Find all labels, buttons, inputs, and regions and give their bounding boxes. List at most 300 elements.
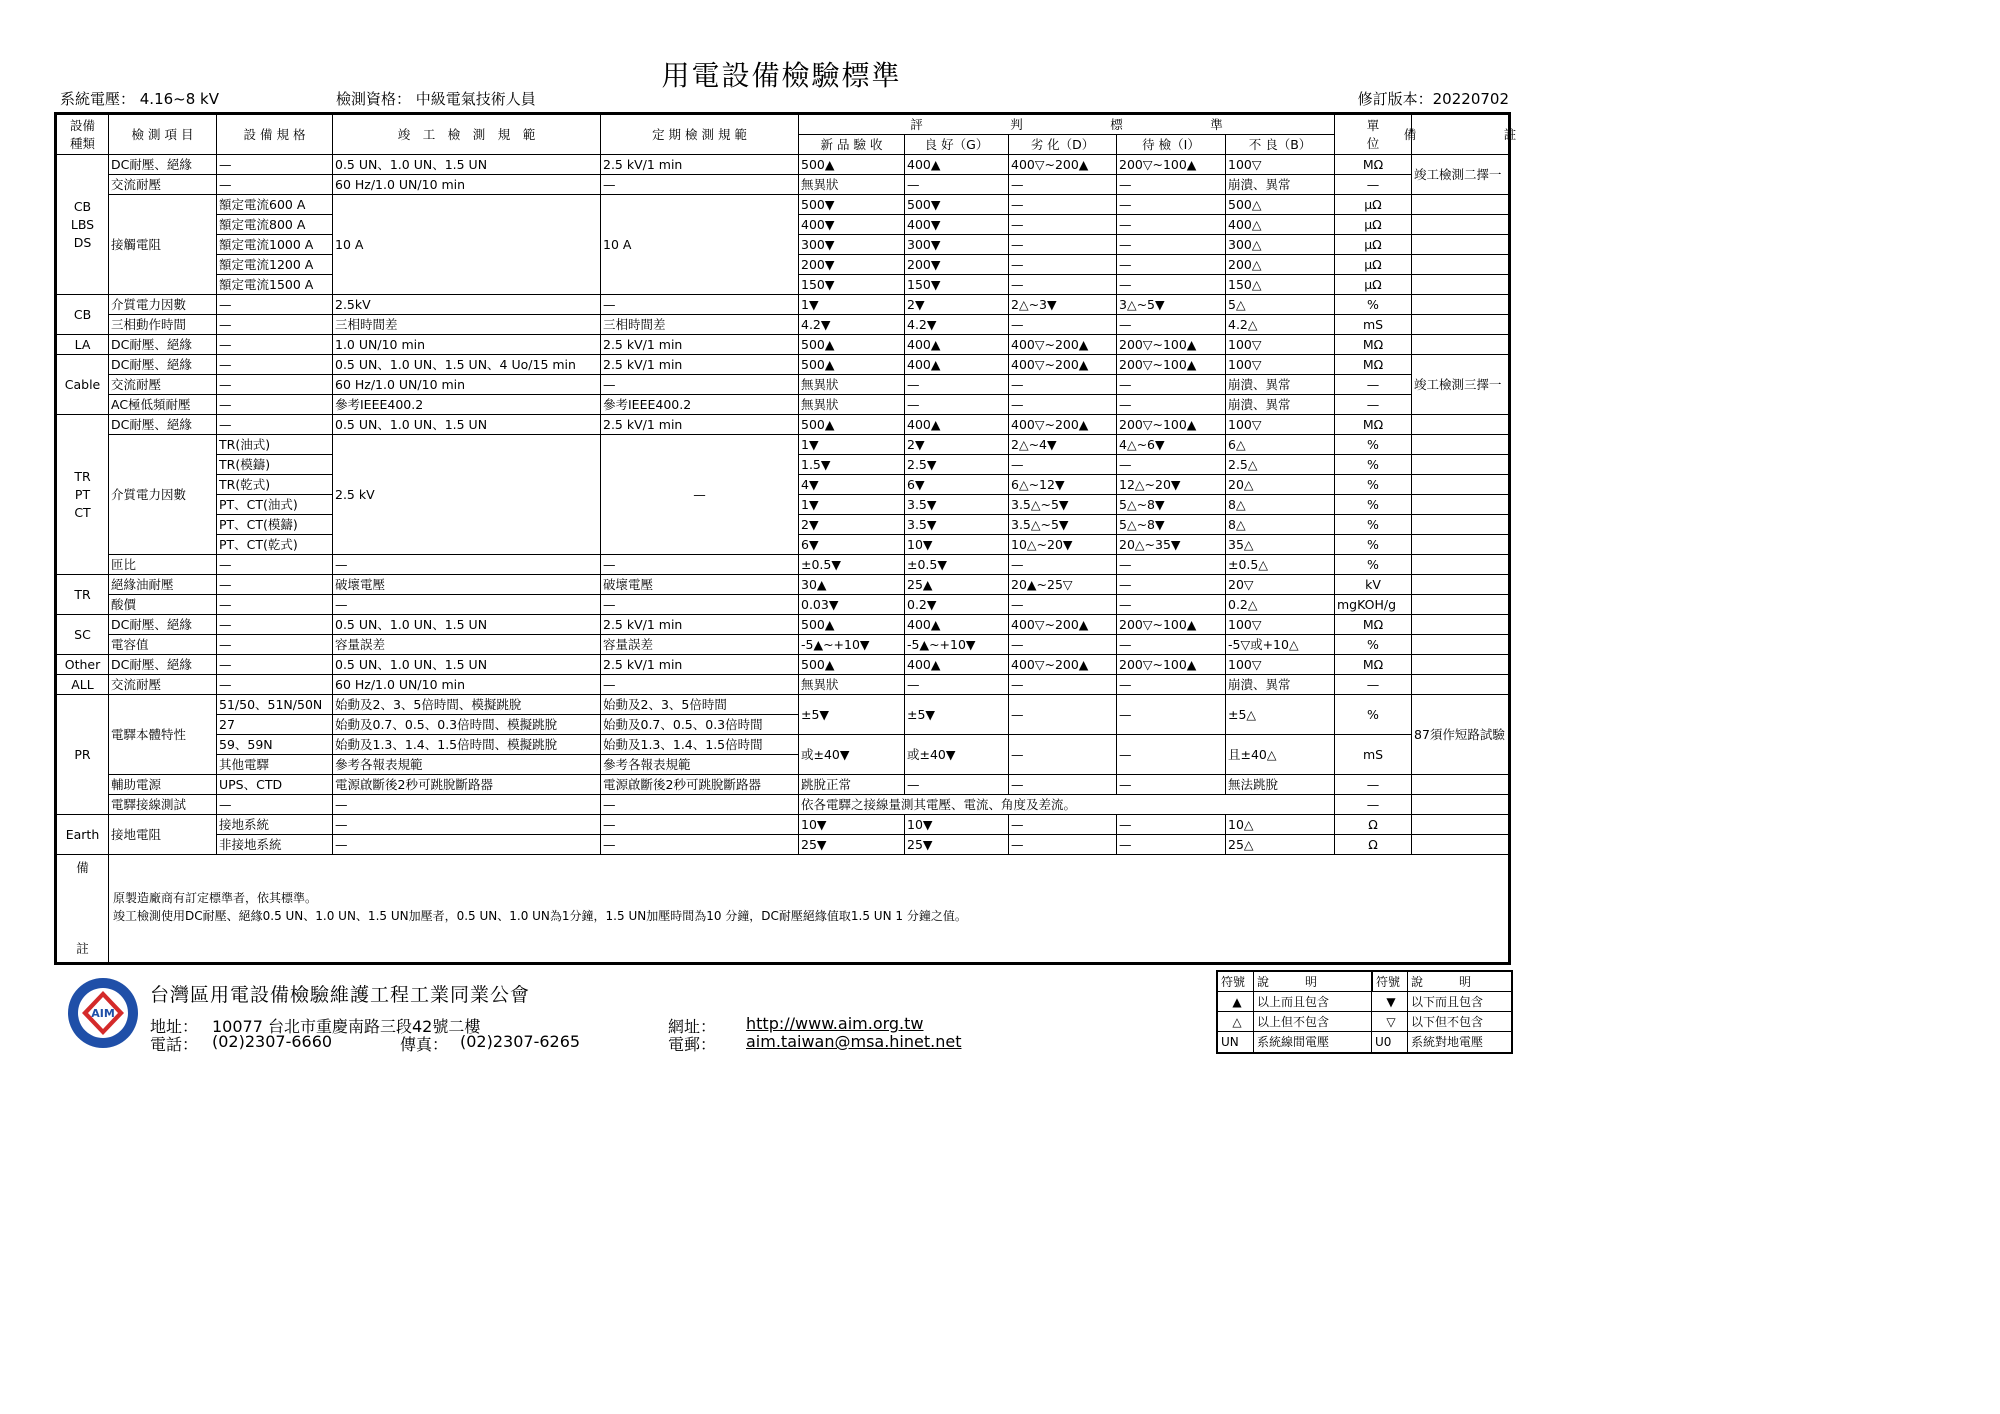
dash: — — [905, 395, 1009, 415]
unit: mgKOH/g — [1335, 595, 1412, 615]
pf-value: 12△~20▼ — [1117, 475, 1226, 495]
abnormal-value: 崩潰、異常 — [1226, 175, 1335, 195]
item-cap: 電容值 — [109, 635, 217, 655]
dc-value: 100▽ — [1226, 155, 1335, 175]
contact-value: 400△ — [1226, 215, 1335, 235]
dc-value: 400▲ — [905, 615, 1009, 635]
dc-value: 500▲ — [799, 415, 905, 435]
pf-value: 2▼ — [905, 435, 1009, 455]
dash: — — [601, 295, 799, 315]
item-dc: DC耐壓、絕緣 — [109, 355, 217, 375]
item-time: 三相動作時間 — [109, 315, 217, 335]
dash: — — [333, 555, 601, 575]
dash: — — [217, 155, 333, 175]
completion-spec: 電源啟斷後2秒可跳脫斷路器 — [333, 775, 601, 795]
normal-value: 無異狀 — [799, 675, 905, 695]
dash: — — [1117, 315, 1226, 335]
time-value: 4.2△ — [1226, 315, 1335, 335]
header-bad: 不 良（B） — [1226, 135, 1335, 155]
blank — [1412, 775, 1508, 795]
oil-value: 20▲~25▽ — [1009, 575, 1117, 595]
dash: — — [217, 555, 333, 575]
item-wiring: 電驛接線測試 — [109, 795, 217, 815]
unit: kV — [1335, 575, 1412, 595]
group-all: ALL — [57, 675, 109, 695]
dash: — — [1009, 255, 1117, 275]
dash: — — [1009, 395, 1117, 415]
blank — [1412, 195, 1508, 215]
dash: — — [217, 335, 333, 355]
contact-value: 500▼ — [905, 195, 1009, 215]
legend-down-icon: ▼ — [1372, 992, 1408, 1012]
group-tr: TR — [57, 575, 109, 615]
dash: — — [1009, 815, 1117, 835]
item-dc: DC耐壓、絕緣 — [109, 615, 217, 635]
completion-spec: 0.5 UN、1.0 UN、1.5 UN — [333, 155, 601, 175]
dash: — — [217, 175, 333, 195]
dash: — — [333, 595, 601, 615]
note: 竣工檢測二擇一 — [1412, 155, 1508, 195]
dc-value: 400▲ — [905, 155, 1009, 175]
pf-value: 2▼ — [905, 295, 1009, 315]
blank — [1412, 335, 1508, 355]
dash: — — [1009, 235, 1117, 255]
dash: — — [1009, 595, 1117, 615]
trip-value: 無法跳脫 — [1226, 775, 1335, 795]
periodic-spec: 2.5 kV/1 min — [601, 355, 799, 375]
dash: — — [1009, 835, 1117, 855]
dash: — — [601, 175, 799, 195]
unit: μΩ — [1335, 215, 1412, 235]
legend-down-text: 以下而且包含 — [1408, 992, 1511, 1012]
item-contact-resistance: 接觸電阻 — [109, 195, 217, 295]
dash: — — [905, 675, 1009, 695]
pf-value: 4▼ — [799, 475, 905, 495]
blank — [1412, 295, 1508, 315]
unit: MΩ — [1335, 355, 1412, 375]
unit: MΩ — [1335, 615, 1412, 635]
dc-value: 400▽~200▲ — [1009, 615, 1117, 635]
unit: % — [1335, 295, 1412, 315]
pf-value: 5△ — [1226, 295, 1335, 315]
dc-value: 500▲ — [799, 355, 905, 375]
dash: — — [217, 615, 333, 635]
cap-value: -5▲~+10▼ — [905, 635, 1009, 655]
mail-link[interactable]: aim.taiwan@msa.hinet.net — [746, 1032, 962, 1051]
pf-value: 2.5▼ — [905, 455, 1009, 475]
dash: — — [1117, 695, 1226, 735]
acid-value: 0.2△ — [1226, 595, 1335, 615]
spec-rated-current: 額定電流800 A — [217, 215, 333, 235]
completion-spec: 0.5 UN、1.0 UN、1.5 UN — [333, 615, 601, 635]
completion-spec: 容量誤差 — [333, 635, 601, 655]
contact-value: 300▼ — [905, 235, 1009, 255]
periodic-spec: 參考各報表規範 — [601, 755, 799, 775]
unit: MΩ — [1335, 155, 1412, 175]
periodic-spec: 始動及1.3、1.4、1.5倍時間 — [601, 735, 799, 755]
dash: — — [1009, 315, 1117, 335]
unit: μΩ — [1335, 255, 1412, 275]
normal-value: 無異狀 — [799, 395, 905, 415]
dash: — — [1117, 835, 1226, 855]
pf-value: 3△~5▼ — [1117, 295, 1226, 315]
item-dc: DC耐壓、絕緣 — [109, 655, 217, 675]
header-pending: 待 檢（I） — [1117, 135, 1226, 155]
item-oil: 絕緣油耐壓 — [109, 575, 217, 595]
dc-value: 400▲ — [905, 335, 1009, 355]
dash: — — [601, 815, 799, 835]
abnormal-value: 崩潰、異常 — [1226, 395, 1335, 415]
dc-value: 400▽~200▲ — [1009, 155, 1117, 175]
unit: MΩ — [1335, 335, 1412, 355]
legend-desc-header: 說 明 — [1408, 972, 1511, 992]
unit: % — [1335, 455, 1412, 475]
pr-divider — [799, 734, 1412, 735]
dash: — — [1009, 695, 1117, 735]
oil-value: 20▽ — [1226, 575, 1335, 595]
blank — [1412, 475, 1508, 495]
dash: — — [1117, 555, 1226, 575]
turns-value: ±0.5▼ — [799, 555, 905, 575]
dash: — — [1117, 175, 1226, 195]
dash: — — [217, 675, 333, 695]
spec: 59、59N — [217, 735, 333, 755]
header-note: 備 註 — [1412, 115, 1508, 155]
web-link[interactable]: http://www.aim.org.tw — [746, 1014, 924, 1033]
pf-value: 20△~35▼ — [1117, 535, 1226, 555]
abnormal-value: 崩潰、異常 — [1226, 675, 1335, 695]
unit: mS — [1335, 315, 1412, 335]
unit: % — [1335, 515, 1412, 535]
earth-value: 10△ — [1226, 815, 1335, 835]
header-good: 良 好（G） — [905, 135, 1009, 155]
legend-down-open-text: 以下但不包含 — [1408, 1012, 1511, 1032]
dc-value: 400▽~200▲ — [1009, 655, 1117, 675]
dash: — — [217, 295, 333, 315]
contact-value: 200▼ — [799, 255, 905, 275]
fax: (02)2307-6265 — [460, 1032, 581, 1051]
unit: MΩ — [1335, 415, 1412, 435]
dash: — — [905, 375, 1009, 395]
dc-value: 400▲ — [905, 355, 1009, 375]
periodic-spec: 2.5 kV/1 min — [601, 655, 799, 675]
dash: — — [1009, 635, 1117, 655]
contact-value: 400▼ — [905, 215, 1009, 235]
trip-value: 跳脫正常 — [799, 775, 905, 795]
group-cb: CB — [57, 295, 109, 335]
blank — [1412, 555, 1508, 575]
dc-value: 100▽ — [1226, 355, 1335, 375]
dash: — — [905, 775, 1009, 795]
inspection-table — [54, 112, 1517, 965]
dash: — — [217, 355, 333, 375]
remarks-label-top: 備 — [76, 860, 89, 875]
dash: — — [1117, 255, 1226, 275]
legend-up-open-text: 以上但不包含 — [1254, 1012, 1372, 1032]
periodic-spec: 2.5 kV/1 min — [601, 155, 799, 175]
dc-value: 200▽~100▲ — [1117, 655, 1226, 675]
dash: — — [217, 315, 333, 335]
legend-u0-text: 系統對地電壓 — [1411, 1035, 1484, 1049]
spec: PT、CT(模鑄) — [217, 515, 333, 535]
spec: PT、CT(乾式) — [217, 535, 333, 555]
normal-value: 無異狀 — [799, 175, 905, 195]
contact-value: 500△ — [1226, 195, 1335, 215]
blank — [1412, 515, 1508, 535]
legend-up-text: 以上而且包含 — [1254, 992, 1372, 1012]
group-cable: Cable — [57, 355, 109, 415]
dash: — — [1335, 795, 1412, 815]
cap-value: -5▽或+10△ — [1226, 635, 1335, 655]
pf-value: 5△~8▼ — [1117, 495, 1226, 515]
item-pf: 介質電力因數 — [109, 435, 217, 555]
pf-value: 6△~12▼ — [1009, 475, 1117, 495]
dash: — — [1117, 815, 1226, 835]
remark-line: 竣工檢測使用DC耐壓、絕緣0.5 UN、1.0 UN、1.5 UN加壓者，0.5 UN、1.0 UN為1分鐘，1.5 UN加壓時間為10 分鐘，DC耐壓絕緣值取1.5 UN 1 分鐘之值。 — [113, 909, 967, 923]
group-la: LA — [57, 335, 109, 355]
dash: — — [217, 795, 333, 815]
periodic-spec: 破壞電壓 — [601, 575, 799, 595]
symbol-legend — [1216, 970, 1513, 1054]
contact-value: 200▼ — [905, 255, 1009, 275]
group-pr: PR — [57, 695, 109, 815]
header-new: 新 品 驗 收 — [799, 135, 905, 155]
unit: % — [1335, 535, 1412, 555]
header-completion: 竣 工 檢 測 規 範 — [333, 115, 601, 155]
unit: Ω — [1335, 815, 1412, 835]
pf-value: 35△ — [1226, 535, 1335, 555]
contact-value: 150▼ — [905, 275, 1009, 295]
item-earth: 接地電阻 — [109, 815, 217, 855]
dc-value: 500▲ — [799, 655, 905, 675]
pr-value: 或±40▼ — [799, 735, 905, 775]
dash: — — [1117, 375, 1226, 395]
unit: % — [1335, 475, 1412, 495]
pr-value: ±5▼ — [905, 695, 1009, 735]
dash: — — [601, 375, 799, 395]
item-turns: 匝比 — [109, 555, 217, 575]
blank — [1412, 435, 1508, 455]
legend-up-icon: ▲ — [1218, 992, 1254, 1012]
blank — [1412, 575, 1508, 595]
dc-value: 200▽~100▲ — [1117, 155, 1226, 175]
dash: — — [601, 795, 799, 815]
blank — [1412, 815, 1508, 835]
aim-logo — [66, 976, 140, 1050]
legend-un: UN — [1218, 1032, 1254, 1052]
spec: 其他電驛 — [217, 755, 333, 775]
pf-value: 2△~3▼ — [1009, 295, 1117, 315]
dash: — — [1117, 455, 1226, 475]
logo-text: AIM — [91, 1007, 115, 1020]
dash: — — [601, 555, 799, 575]
blank — [1412, 675, 1508, 695]
periodic-spec: 2.5 kV/1 min — [601, 415, 799, 435]
blank — [1412, 595, 1508, 615]
earth-value: 25▼ — [905, 835, 1009, 855]
abnormal-value: 崩潰、異常 — [1226, 375, 1335, 395]
unit: mS — [1335, 735, 1412, 775]
completion-spec: 始動及1.3、1.4、1.5倍時間、模擬跳脫 — [333, 735, 601, 755]
remarks-label-bottom: 註 — [76, 941, 89, 956]
system-voltage: 系統電壓： 4.16~8 kV — [60, 90, 219, 108]
note: 87須作短路試驗 — [1412, 695, 1508, 775]
revision: 修訂版本：20220702 — [1357, 90, 1509, 108]
pf-value: 1.5▼ — [799, 455, 905, 475]
pf-value: 1▼ — [799, 435, 905, 455]
note: 竣工檢測三擇一 — [1412, 355, 1508, 415]
dash: — — [1009, 175, 1117, 195]
blank — [1412, 535, 1508, 555]
periodic-spec: 2.5 kV/1 min — [601, 615, 799, 635]
dash: — — [1117, 275, 1226, 295]
earth-value: 10▼ — [799, 815, 905, 835]
oil-value: 30▲ — [799, 575, 905, 595]
normal-value: 無異狀 — [799, 375, 905, 395]
page-title: 用電設備檢驗標準 — [661, 59, 902, 92]
unit: % — [1335, 435, 1412, 455]
completion-spec: 破壞電壓 — [333, 575, 601, 595]
pf-value: 6△ — [1226, 435, 1335, 455]
dc-value: 100▽ — [1226, 335, 1335, 355]
dc-value: 100▽ — [1226, 655, 1335, 675]
dash: — — [1117, 195, 1226, 215]
dash: — — [1335, 675, 1412, 695]
completion-spec: 1.0 UN/10 min — [333, 335, 601, 355]
blank — [1412, 615, 1508, 635]
periodic-spec: 電源啟斷後2秒可跳脫斷路器 — [601, 775, 799, 795]
completion-spec: 60 Hz/1.0 UN/10 min — [333, 375, 601, 395]
pf-value: 2.5△ — [1226, 455, 1335, 475]
dash: — — [1335, 175, 1412, 195]
unit: μΩ — [1335, 235, 1412, 255]
dash: — — [601, 675, 799, 695]
dash: — — [1009, 215, 1117, 235]
unit: % — [1335, 495, 1412, 515]
legend-sym-header: 符號 — [1218, 972, 1254, 992]
dash: — — [1009, 375, 1117, 395]
earth-value: 10▼ — [905, 815, 1009, 835]
pf-value: 1▼ — [799, 495, 905, 515]
dash: — — [333, 795, 601, 815]
dash: — — [1335, 395, 1412, 415]
spec: 接地系統 — [217, 815, 333, 835]
contact-value: 300▼ — [799, 235, 905, 255]
remark-line: 原製造廠商有訂定標準者，依其標準。 — [113, 891, 318, 905]
address-label: 地址： — [150, 1017, 199, 1036]
web-label: 網址： — [668, 1017, 717, 1036]
periodic-spec: 容量誤差 — [601, 635, 799, 655]
completion-spec: 始動及0.7、0.5、0.3倍時間、模擬跳脫 — [333, 715, 601, 735]
dash: — — [217, 375, 333, 395]
unit: % — [1335, 635, 1412, 655]
acid-value: 0.2▼ — [905, 595, 1009, 615]
blank — [1412, 635, 1508, 655]
address: 10077 台北市重慶南路三段42號二樓 — [212, 1017, 481, 1036]
dash: — — [601, 835, 799, 855]
legend-u0: U0 — [1372, 1032, 1408, 1052]
dc-value: 500▲ — [799, 335, 905, 355]
mail-label: 電郵： — [668, 1035, 717, 1054]
spec: TR(乾式) — [217, 475, 333, 495]
blank — [1412, 455, 1508, 475]
dc-value: 100▽ — [1226, 415, 1335, 435]
unit: MΩ — [1335, 655, 1412, 675]
completion-spec: 60 Hz/1.0 UN/10 min — [333, 675, 601, 695]
legend-un-text: 系統線間電壓 — [1254, 1032, 1372, 1052]
unit: μΩ — [1335, 195, 1412, 215]
header-equip-type: 設備 種類 — [57, 115, 109, 155]
dc-value: 400▽~200▲ — [1009, 415, 1117, 435]
completion-spec: 三相時間差 — [333, 315, 601, 335]
item-relay: 電驛本體特性 — [109, 695, 217, 775]
dash: — — [217, 575, 333, 595]
blank — [1412, 415, 1508, 435]
dash: — — [217, 595, 333, 615]
completion-spec: 0.5 UN、1.0 UN、1.5 UN、4 Uo/15 min — [333, 355, 601, 375]
blank — [1412, 235, 1508, 255]
dash: — — [217, 395, 333, 415]
item-dc: DC耐壓、絕緣 — [109, 155, 217, 175]
completion-spec: 2.5kV — [333, 295, 601, 315]
unit: % — [1335, 695, 1412, 735]
unit: μΩ — [1335, 275, 1412, 295]
acid-value: 0.03▼ — [799, 595, 905, 615]
dash: — — [1335, 775, 1412, 795]
completion-spec: 參考各報表規範 — [333, 755, 601, 775]
remarks-label — [57, 855, 109, 962]
dash: — — [217, 655, 333, 675]
periodic-spec: 10 A — [601, 195, 799, 295]
spec: UPS、CTD — [217, 775, 333, 795]
periodic-spec: 參考IEEE400.2 — [601, 395, 799, 415]
contact-value: 150▼ — [799, 275, 905, 295]
header-periodic: 定 期 檢 測 規 範 — [601, 115, 799, 155]
dash: — — [333, 815, 601, 835]
completion-spec: 始動及2、3、5倍時間、模擬跳脫 — [333, 695, 601, 715]
item-acid: 酸價 — [109, 595, 217, 615]
item-aux: 輔助電源 — [109, 775, 217, 795]
legend-desc-header: 說 明 — [1254, 972, 1372, 992]
blank — [1412, 655, 1508, 675]
dc-value: 500▲ — [799, 155, 905, 175]
legend-up-open-icon: △ — [1218, 1012, 1254, 1032]
blank — [1412, 795, 1508, 815]
dc-value: 400▲ — [905, 415, 1009, 435]
completion-spec: 60 Hz/1.0 UN/10 min — [333, 175, 601, 195]
legend-down-open-icon: ▽ — [1372, 1012, 1408, 1032]
spec: TR(油式) — [217, 435, 333, 455]
tel-label: 電話： — [150, 1035, 199, 1054]
item-dc: DC耐壓、絕緣 — [109, 335, 217, 355]
pf-value: 2▼ — [799, 515, 905, 535]
turns-value: ±0.5▼ — [905, 555, 1009, 575]
blank — [1412, 275, 1508, 295]
dash: — — [1117, 235, 1226, 255]
completion-spec: 2.5 kV — [333, 435, 601, 555]
spec: PT、CT(油式) — [217, 495, 333, 515]
pf-value: 6▼ — [905, 475, 1009, 495]
dc-value: 400▽~200▲ — [1009, 355, 1117, 375]
contact-value: 400▼ — [799, 215, 905, 235]
fax-label: 傳真： — [400, 1035, 449, 1054]
dash: — — [601, 435, 799, 555]
oil-value: 25▲ — [905, 575, 1009, 595]
header-judge: 評 判 標 準 — [799, 115, 1335, 135]
blank — [1412, 835, 1508, 855]
spec: 非接地系統 — [217, 835, 333, 855]
dash: — — [1009, 195, 1117, 215]
